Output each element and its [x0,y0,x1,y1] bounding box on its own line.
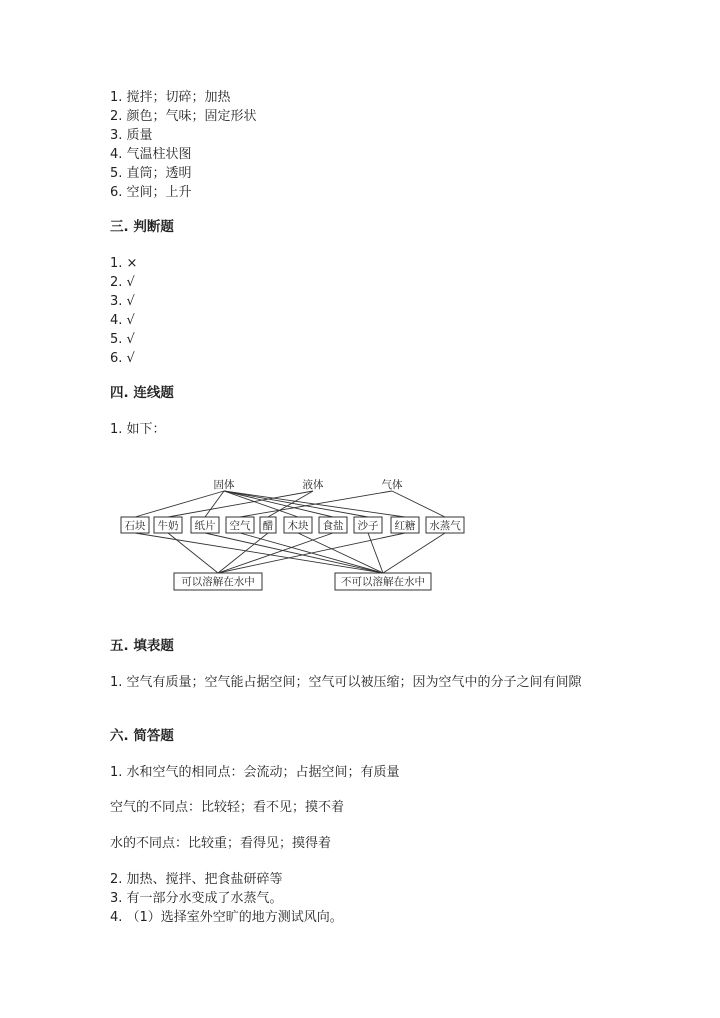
substance-box [154,517,182,533]
result-label: 不可以溶解在水中 [341,576,425,588]
judgment-item: 6. √ [110,351,135,366]
category-solid: 固体 [213,479,235,491]
substance-label: 木块 [287,520,309,532]
answer-line: 6. 空间；上升 [110,185,192,200]
short-answer-line: 4. （1）选择室外空旷的地方测试风向。 [110,910,343,925]
substance-label: 醋 [262,520,274,532]
substance-label: 沙子 [357,520,379,532]
short-answer-line: 空气的不同点：比较轻；看不见；摸不着 [110,800,345,815]
substance-label: 空气 [229,520,251,532]
substance-box [226,517,254,533]
answer-line: 5. 直筒；透明 [110,166,192,181]
section-heading-matching: 四. 连线题 [110,385,174,401]
substance-label: 食盐 [322,520,344,532]
category-liquid: 液体 [302,479,324,491]
result-label: 可以溶解在水中 [181,576,255,588]
judgment-item: 3. √ [110,294,135,309]
answer-line: 1. 搅拌；切碎；加热 [110,90,231,105]
judgment-item: 5. √ [110,332,135,347]
substance-box [260,517,276,533]
section-heading-judgment: 三. 判断题 [110,219,174,235]
substance-label: 牛奶 [157,520,179,532]
judgment-item: 4. √ [110,313,135,328]
substance-box [354,517,382,533]
section-heading-short-answer: 六. 简答题 [110,728,174,744]
section-heading-fill-table: 五. 填表题 [110,638,174,654]
substance-label: 石块 [124,520,146,532]
answer-line: 4. 气温柱状图 [110,147,192,162]
judgment-item: 1. × [110,256,138,271]
result-box-insoluble [335,573,431,590]
substance-box [426,517,464,533]
substance-box [284,517,312,533]
substance-box [319,517,347,533]
substance-box [391,517,419,533]
short-answer-line: 1. 水和空气的相同点：会流动；占据空间；有质量 [110,765,400,780]
matching-intro: 1. 如下： [110,422,166,437]
short-answer-line: 3. 有一部分水变成了水蒸气。 [110,891,283,906]
short-answer-line: 2. 加热、搅拌、把食盐研碎等 [110,872,283,887]
substance-box [121,517,149,533]
judgment-item: 2. √ [110,275,135,290]
matching-diagram [0,462,720,602]
short-answer-line: 水的不同点：比较重；看得见；摸得着 [110,836,332,851]
substance-label: 水蒸气 [429,520,461,532]
category-gas: 气体 [381,479,403,491]
answer-line: 3. 质量 [110,128,153,143]
substance-label: 红糖 [394,520,416,532]
substance-label: 纸片 [194,520,216,532]
answer-line: 2. 颜色；气味；固定形状 [110,109,257,124]
result-box-soluble [174,573,262,590]
fill-table-answer: 1. 空气有质量；空气能占据空间；空气可以被压缩；因为空气中的分子之间有间隙 [110,675,582,690]
substance-box [191,517,219,533]
